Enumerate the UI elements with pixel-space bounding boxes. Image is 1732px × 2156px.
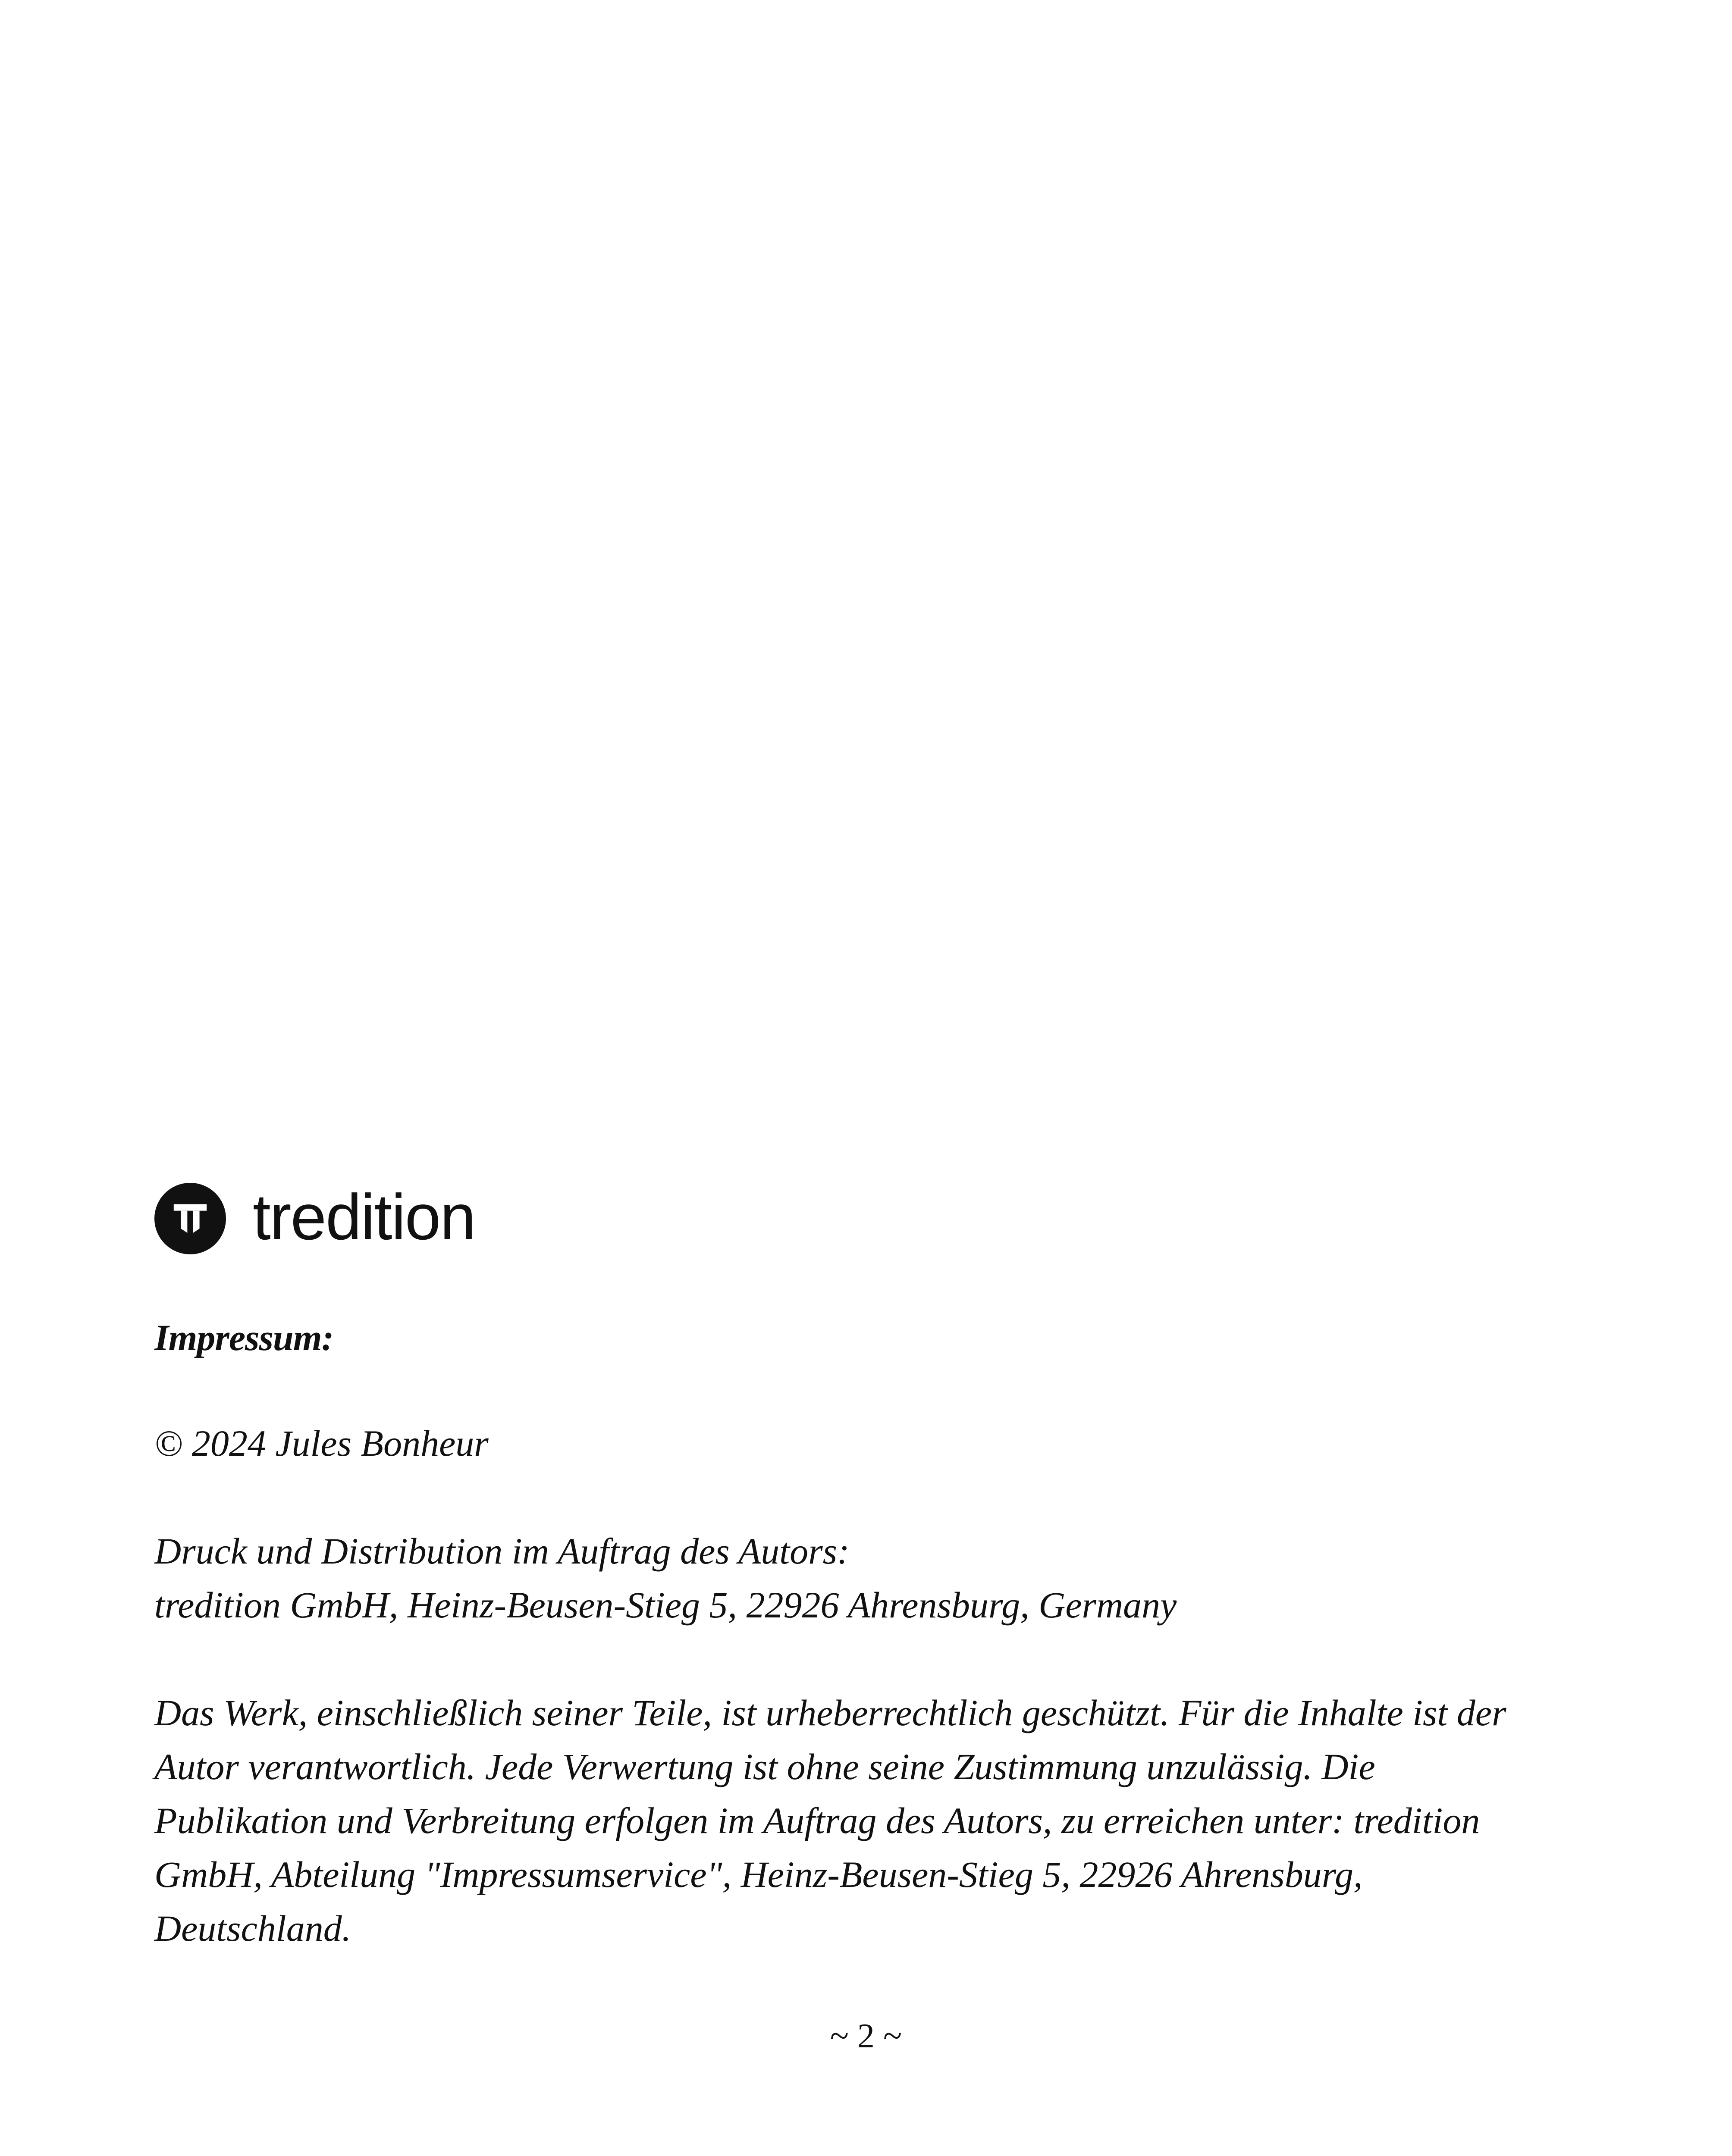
publisher-logo (154, 1181, 475, 1256)
tredition-logo-icon (154, 1183, 226, 1254)
impressum-heading: Impressum: (154, 1317, 334, 1358)
legal-line: Das Werk, einschließlich seiner Teile, ist urheberrechtlich geschützt. Für die Inhalte ist der (154, 1692, 1506, 1733)
legal-notice (154, 1686, 1586, 1955)
legal-line: Publikation und Verbreitung erfolgen im Auftrag des Autors, zu erreichen unter: tredition (154, 1800, 1480, 1841)
distribution-line: tredition GmbH, Heinz-Beusen-Stieg 5, 22926 Ahrensburg, Germany (154, 1584, 1177, 1626)
legal-line: Autor verantwortlich. Jede Verwertung ist ohne seine Zustimmung unzulässig. Die (154, 1746, 1375, 1787)
legal-line: GmbH, Abteilung "Impressumservice", Heinz-Beusen-Stieg 5, 22926 Ahrensburg, (154, 1854, 1363, 1895)
legal-line: Deutschland. (154, 1908, 351, 1949)
logo-wordmark: tredition (253, 1180, 475, 1253)
distribution-line: Druck und Distribution im Auftrag des Autors: (154, 1530, 850, 1572)
distribution-notice (154, 1524, 1578, 1632)
page-number: ~ 2 ~ (830, 2017, 902, 2055)
copyright-line: © 2024 Jules Bonheur (154, 1423, 489, 1464)
